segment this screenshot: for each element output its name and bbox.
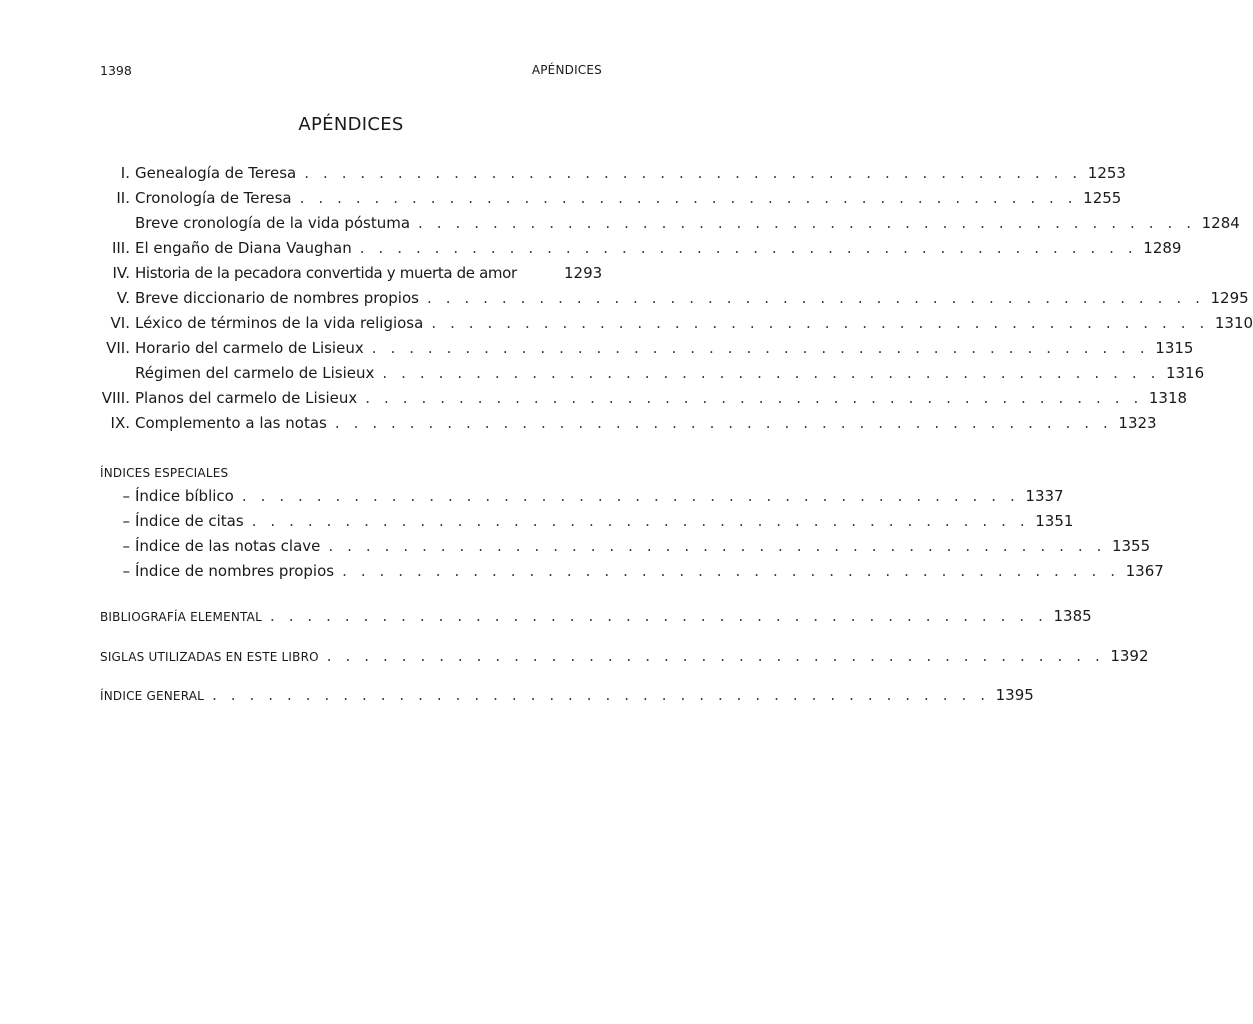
entry-label: Breve diccionario de nombres propios: [135, 289, 419, 307]
toc-entry-abbreviations[interactable]: [100, 647, 1149, 672]
entry-page: 1351: [1035, 512, 1074, 530]
toc-entry-index-key-notes[interactable]: [100, 537, 1151, 562]
entry-label: Horario del carmelo de Lisieux: [135, 339, 364, 357]
entry-label: Léxico de términos de la vida religiosa: [135, 314, 424, 332]
entry-label: Índice bíblico: [135, 487, 234, 505]
dot-leader: . . . . . . . . . . . . . . . . . . . . . . . . . . . . . . . . . . . . . . . . . .: [431, 314, 1209, 332]
entry-page: 1315: [1155, 339, 1194, 357]
toc-entry-index-quotes[interactable]: [100, 512, 1074, 537]
entry-label: Complemento a las notas: [135, 414, 327, 432]
entry-page: 1318: [1148, 389, 1188, 407]
entry-label: BIBLIOGRAFÍA ELEMENTAL: [100, 610, 262, 624]
entry-label: Historia de la pecadora convertida y muerta de amor: [135, 264, 517, 282]
dot-leader: . . . . . . . . . . . . . . . . . . . . . . . . . . . . . . . . . . . . . . . . . .: [251, 512, 1030, 530]
entry-page: 1337: [1025, 487, 1064, 505]
toc-entry-appendix-7b[interactable]: [100, 364, 1205, 389]
toc-entry-appendix-6[interactable]: [100, 314, 1253, 339]
special-indexes-heading: ÍNDICES ESPECIALES: [100, 466, 229, 480]
dot-leader: . . . . . . . . . . . . . . . . . . . . . . . . . . . . . . . . . . . . . . . . . .: [328, 537, 1106, 555]
entry-page: 1289: [1143, 239, 1182, 257]
toc-entry-index-biblical[interactable]: [100, 487, 1064, 512]
toc-entry-appendix-9[interactable]: [100, 414, 1157, 439]
toc-entry-general-index[interactable]: [100, 686, 1034, 711]
entry-dash: –: [122, 537, 130, 555]
dot-leader: . . . . . . . . . . . . . . . . . . . . . . . . . . . . . . . . . . . . . . . . . .: [418, 214, 1196, 232]
entry-page: 1385: [1053, 607, 1092, 625]
dot-leader: . . . . . . . . . . . . . . . . . . . . . . . . . . . . . . . . . . . . . . . . . .: [269, 607, 1048, 625]
running-head: [100, 60, 602, 80]
toc-entry-appendix-1[interactable]: [100, 164, 1126, 189]
toc-entry-appendix-4[interactable]: [100, 264, 602, 289]
dot-leader: . . . . . . . . . . . . . . . . . . . . . . . . . . . . . . . . . . . . . . . . . .: [371, 339, 1150, 357]
entry-page: 1395: [995, 686, 1034, 704]
toc-entry-appendix-5[interactable]: [100, 289, 1249, 314]
entry-label: ÍNDICE GENERAL: [100, 689, 205, 703]
entry-label: SIGLAS UTILIZADAS EN ESTE LIBRO: [100, 650, 319, 664]
entry-label: El engaño de Diana Vaughan: [135, 239, 352, 257]
entry-page: 1392: [1110, 647, 1149, 665]
entry-number: V.: [116, 289, 130, 307]
dot-leader: . . . . . . . . . . . . . . . . . . . . . . . . . . . . . . . . . . . . . . . . . .: [241, 487, 1020, 505]
entry-page: 1316: [1165, 364, 1205, 382]
dot-leader: . . . . . . . . . . . . . . . . . . . . . . . . . . . . . . . . . . . . . . . . . .: [426, 289, 1205, 307]
dot-leader: . . . . . . . . . . . . . . . . . . . . . . . . . . . . . . . . . . . . . . . . . .: [326, 647, 1105, 665]
toc-entry-index-names[interactable]: [100, 562, 1164, 587]
entry-page: 1295: [1210, 289, 1249, 307]
entry-dash: –: [122, 562, 130, 580]
toc-entry-appendix-2[interactable]: [100, 189, 1122, 214]
entry-number: IX.: [110, 414, 130, 432]
toc-entry-appendix-3[interactable]: [100, 239, 1182, 264]
entry-number: VIII.: [101, 389, 130, 407]
entry-number: VII.: [106, 339, 130, 357]
entry-label: Planos del carmelo de Lisieux: [135, 389, 358, 407]
page-title: APÉNDICES: [298, 114, 404, 135]
entry-number: I.: [120, 164, 130, 182]
toc-entry-appendix-8[interactable]: [100, 389, 1188, 414]
entry-number: III.: [111, 239, 130, 257]
entry-page: 1293: [564, 264, 603, 282]
entry-dash: –: [122, 487, 130, 505]
dot-leader: . . . . . . . . . . . . . . . . . . . . . . . . . . . . . . . . . . . . . . . . . .: [365, 389, 1143, 407]
entry-page: 1323: [1118, 414, 1157, 432]
entry-label: Cronología de Teresa: [135, 189, 292, 207]
running-title: APÉNDICES: [531, 63, 602, 77]
toc-entry-appendix-2b[interactable]: [100, 214, 1240, 239]
dot-leader: . . . . . . . . . . . . . . . . . . . . . . . . . . . . . . . . . . . . . . . . . .: [359, 239, 1138, 257]
dot-leader: . . . . . . . . . . . . . . . . . . . . . . . . . . . . . . . . . . . . . . . . . .: [382, 364, 1160, 382]
entry-label: Índice de nombres propios: [135, 562, 335, 580]
dot-leader: . . . . . . . . . . . . . . . . . . . . . . . . . . . . . . . . . . . . . . . . . .: [212, 686, 990, 704]
entry-dash: –: [122, 512, 130, 530]
entry-page: 1310: [1214, 314, 1253, 332]
entry-label: Índice de las notas clave: [135, 537, 321, 555]
entry-label: Índice de citas: [135, 512, 244, 530]
entry-page: 1355: [1111, 537, 1151, 555]
toc-entry-bibliography[interactable]: [100, 607, 1092, 632]
dot-leader: . . . . . . . . . . . . . . . . . . . . . . . . . . . . . . . . . . . . . . . . . .: [299, 189, 1078, 207]
page-number: 1398: [100, 62, 132, 78]
entry-page: 1367: [1125, 562, 1164, 580]
entry-label: Breve cronología de la vida póstuma: [135, 214, 411, 232]
entry-number: II.: [116, 189, 130, 207]
dot-leader: . . . . . . . . . . . . . . . . . . . . . . . . . . . . . . . . . . . . . . . . . .: [304, 164, 1082, 182]
entry-number: IV.: [112, 264, 130, 282]
entry-number: VI.: [110, 314, 130, 332]
entry-label: Régimen del carmelo de Lisieux: [135, 364, 375, 382]
toc-entry-appendix-7[interactable]: [100, 339, 1194, 364]
entry-label: Genealogía de Teresa: [135, 164, 297, 182]
entry-page: 1284: [1201, 214, 1240, 232]
entry-page: 1253: [1087, 164, 1126, 182]
dot-leader: . . . . . . . . . . . . . . . . . . . . . . . . . . . . . . . . . . . . . . . . . .: [334, 414, 1113, 432]
entry-page: 1255: [1083, 189, 1122, 207]
dot-leader: . . . . . . . . . . . . . . . . . . . . . . . . . . . . . . . . . . . . . . . . . .: [342, 562, 1120, 580]
